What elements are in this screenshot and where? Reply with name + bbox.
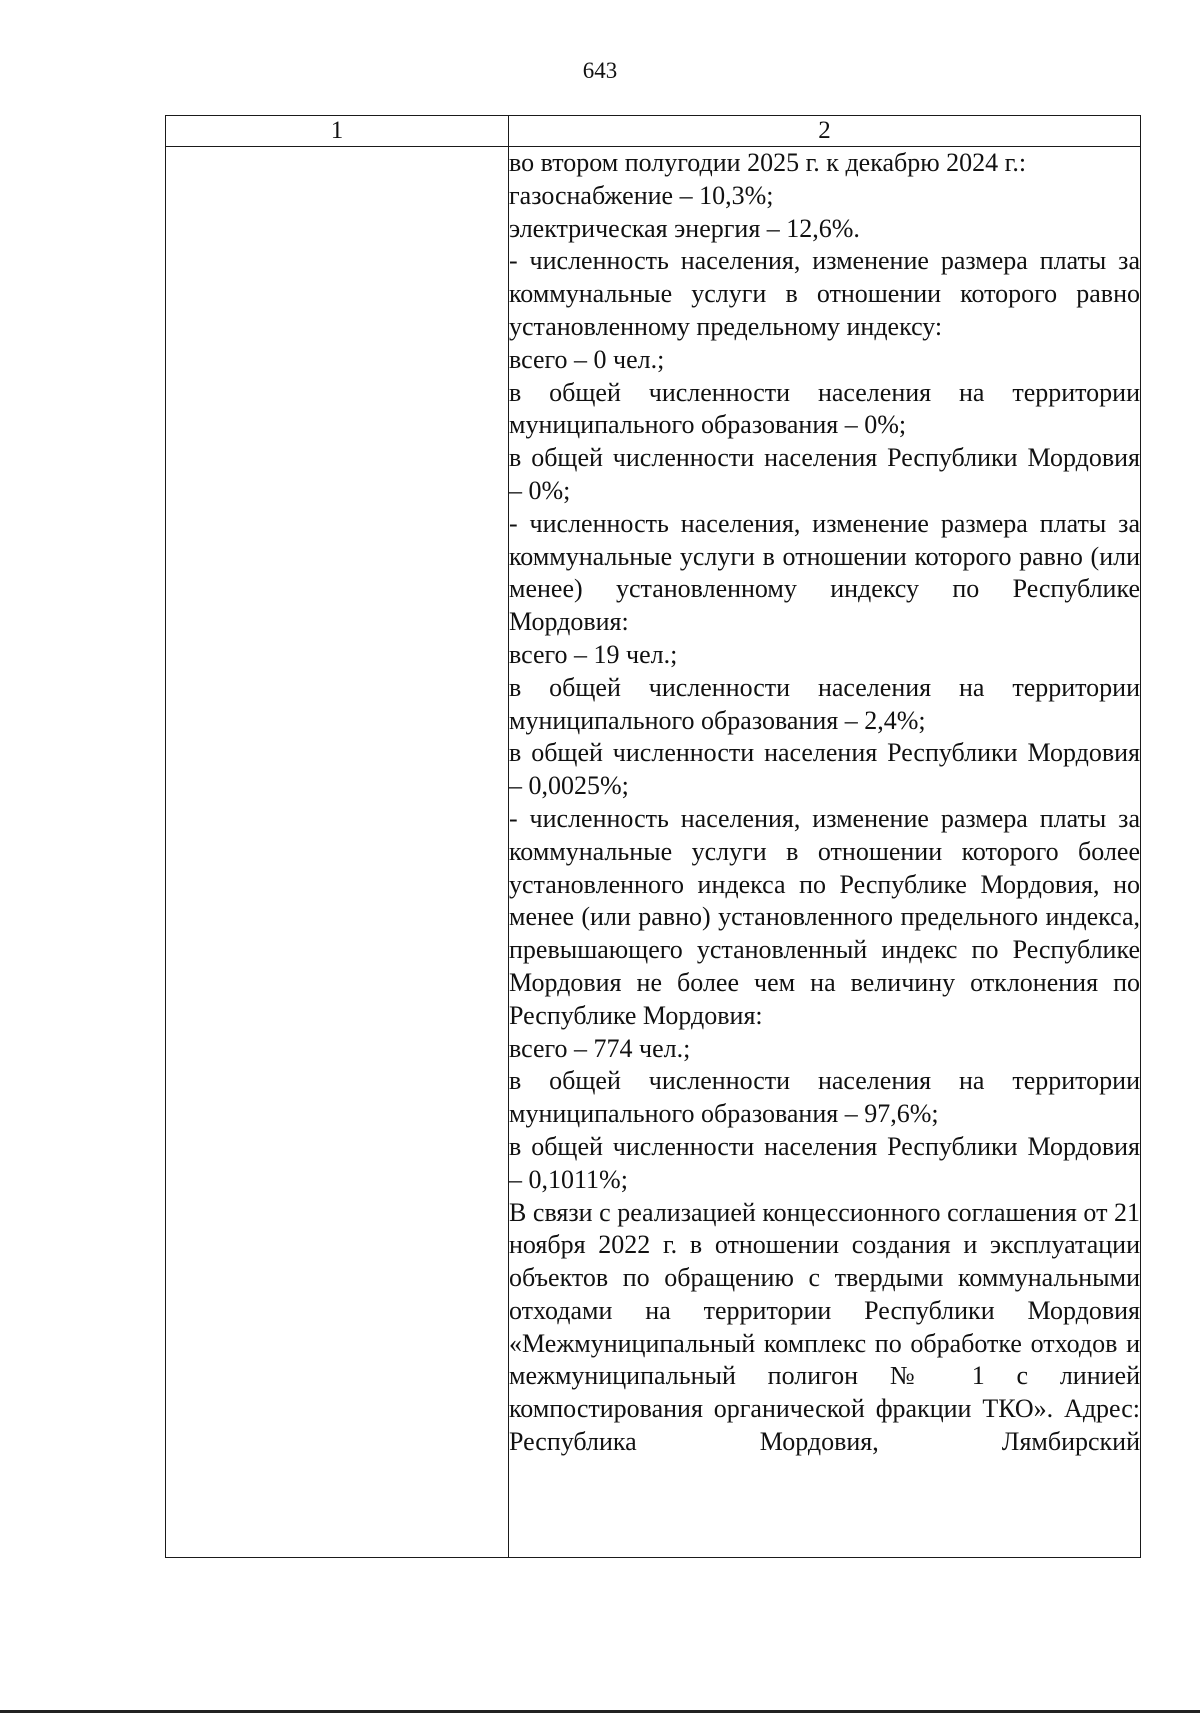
- page-number: 643: [582, 58, 618, 83]
- table-header-row: [166, 116, 1141, 147]
- paragraph-14: в общей численности населения на территории муниципального образования – 97,6%;: [509, 1066, 1140, 1129]
- paragraph-6: в общей численности населения на территории муниципального образования – 0%;: [509, 377, 1140, 440]
- paragraph-9: всего – 19 чел.;: [509, 639, 678, 669]
- paragraph-10: в общей численности населения на территории муниципального образования – 2,4%;: [509, 672, 1140, 735]
- column-1-cell: [166, 147, 509, 1558]
- paragraph-2: газоснабжение – 10,3%;: [509, 180, 774, 210]
- document-table: [165, 115, 1141, 1558]
- column-2-cell: [509, 147, 1141, 1558]
- paragraph-16: В связи с реализацией концессионного соглашения от 21 ноября 2022 г. в отношении создания и эксплуатации объектов по обращению с твердыми коммунальными отходами на территории Республики Мордовия «Межмуниципальный комплекс по обработке отходов и межмуниципальный полигон № 1 с линией компостирования органической фракции ТКО». Адрес: Республика Мордовия, Лямбирский: [509, 1197, 1140, 1457]
- paragraph-11: в общей численности населения Республики Мордовия – 0,0025%;: [509, 738, 1140, 801]
- paragraph-1: во втором полугодии 2025 г. к декабрю 2024 г.:: [509, 148, 1027, 177]
- paragraph-13: всего – 774 чел.;: [509, 1033, 691, 1063]
- paragraph-8: - численность населения, изменение размера платы за коммунальные услуги в отношении которого равно (или менее) установленному индексу по Республике Мордовия:: [509, 508, 1140, 637]
- paragraph-3: электрическая энергия – 12,6%.: [509, 213, 860, 243]
- paragraph-15: в общей численности населения Республики Мордовия – 0,1011%;: [509, 1131, 1140, 1194]
- paragraph-5: всего – 0 чел.;: [509, 344, 665, 374]
- column-header-1: 1: [166, 116, 509, 147]
- paragraph-7: в общей численности населения Республики Мордовия – 0%;: [509, 443, 1140, 505]
- table-row: [166, 147, 1141, 1558]
- scan-bottom-edge: [0, 1710, 1200, 1713]
- column-header-2: 2: [509, 116, 1141, 147]
- paragraph-12: - численность населения, изменение размера платы за коммунальные услуги в отношении которого более установленного индекса по Республике Мордовия, но менее (или равно) установленного предельного индекса, превышающего установленный индекс по Республике Мордовия не более чем на величину отклонения по Республике Мордовия:: [509, 803, 1140, 1030]
- paragraph-4: - численность населения, изменение размера платы за коммунальные услуги в отношении которого равно установленному предельному индексу:: [509, 246, 1140, 341]
